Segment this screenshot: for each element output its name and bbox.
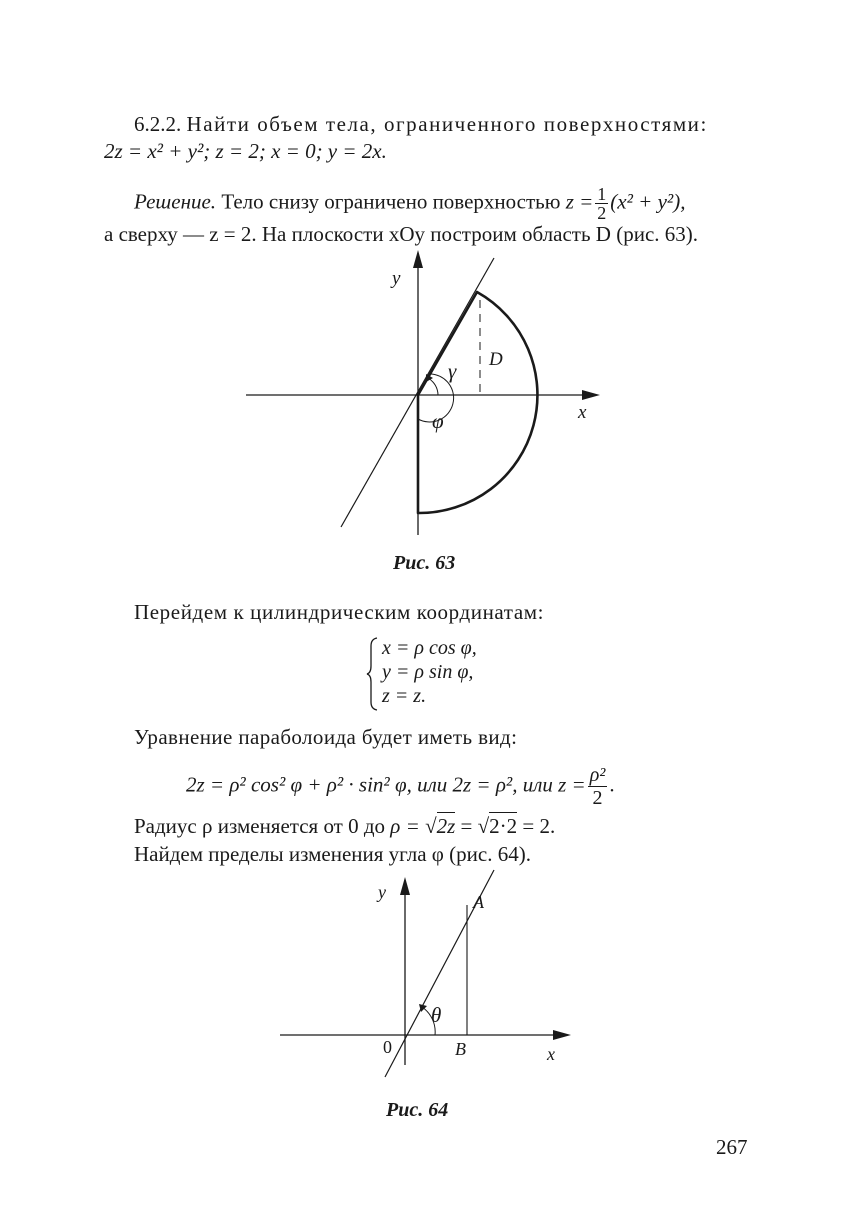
y-axis-arrow: [413, 250, 423, 268]
radius-mid: =: [460, 814, 473, 838]
angle-line: Найдем пределы изменения угла φ (рис. 64).: [134, 842, 531, 866]
paraboloid-intro: Уравнение параболоида будет иметь вид:: [134, 725, 518, 749]
x-axis-arrow: [553, 1030, 571, 1040]
gamma-arc: [428, 378, 438, 395]
solution-label: Решение.: [134, 189, 217, 214]
formula-suffix: (x² + y²),: [610, 189, 686, 214]
problem-statement: [134, 110, 708, 138]
cylindrical-intro: Перейдем к цилиндрическим координатам:: [134, 600, 545, 624]
figure-63: [230, 240, 620, 540]
equation-z: z = z.: [382, 685, 427, 707]
y-axis-arrow: [400, 877, 410, 895]
solution-line-1: [134, 185, 685, 222]
fig64-label-x: x: [547, 1044, 555, 1064]
fig63-label-gamma: γ: [448, 359, 457, 383]
system-brace: [366, 636, 380, 712]
radius-line: Радиус ρ изменяется от 0 до ρ = √2z = √2·2 = 2.: [134, 814, 556, 838]
fig63-label-y: y: [392, 268, 401, 289]
fig64-label-theta: θ: [431, 1003, 442, 1027]
system-equations: [382, 636, 477, 708]
radius-text: Радиус ρ изменяется от 0 до: [134, 814, 386, 838]
problem-surfaces: 2z = x² + y²; z = 2; x = 0; y = 2x.: [104, 139, 387, 163]
fig63-label-D: D: [489, 349, 503, 370]
figure-63-caption: Рис. 63: [393, 552, 456, 574]
fig64-label-A: A: [473, 892, 484, 912]
x-axis-arrow: [582, 390, 600, 400]
problem-number: 6.2.2.: [134, 112, 182, 136]
equation-y: y = ρ sin φ,: [382, 661, 474, 683]
paraboloid-tail-suffix: .: [609, 772, 615, 797]
region-D-boundary: [418, 292, 537, 513]
formula-prefix: z =: [565, 189, 594, 214]
page-number: 267: [716, 1135, 748, 1159]
paraboloid-tail-prefix: z =: [558, 772, 586, 797]
figure-64: [275, 865, 585, 1090]
fig64-label-0: 0: [383, 1037, 392, 1057]
equation-x: x = ρ cos φ,: [382, 637, 477, 659]
figure-64-caption: Рис. 64: [386, 1099, 449, 1121]
fraction-half: $\frac{1}{2}$: [597, 184, 607, 223]
radius-formula-prefix: ρ =: [390, 814, 420, 838]
fig63-label-x: x: [578, 402, 587, 423]
sqrt-2x2: 2·2: [489, 814, 518, 838]
fig64-label-B: B: [455, 1039, 466, 1059]
sqrt-2z: 2z: [436, 814, 456, 838]
paraboloid-formula: [186, 764, 615, 809]
fig64-label-y: y: [378, 882, 386, 902]
paraboloid-formula-main: 2z = ρ² cos² φ + ρ² · sin² φ, или 2z = ρ², или: [186, 772, 553, 797]
fraction-rho-squared: $\frac{\text{ρ²}}{2}$: [589, 764, 606, 809]
fig63-label-phi: φ: [432, 409, 444, 433]
radius-formula-suffix: = 2.: [522, 814, 556, 838]
solution-text: Тело снизу ограничено поверхностью: [221, 189, 561, 214]
problem-text: Найти объем тела, ограниченного поверхностями:: [186, 112, 708, 136]
solution-line-2: а сверху — z = 2. На плоскости xOy построим область D (рис. 63).: [104, 222, 699, 246]
